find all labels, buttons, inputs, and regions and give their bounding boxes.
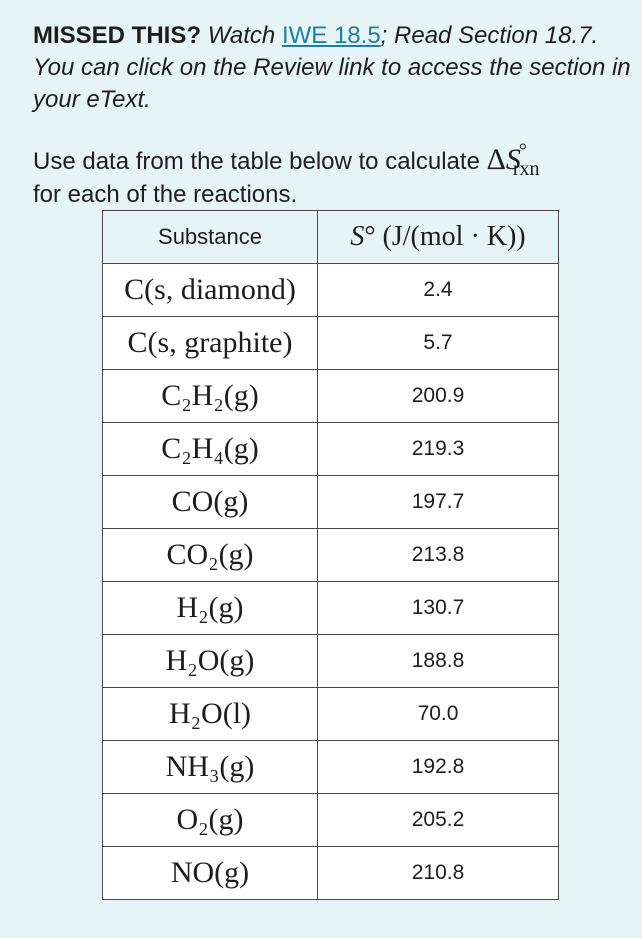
entropy-table — [102, 210, 559, 900]
table-row — [103, 688, 559, 741]
entropy-value-cell: 192.8 — [318, 741, 559, 794]
table-row — [103, 529, 559, 582]
substance-cell: O₂(g) — [103, 794, 318, 847]
entropy-letter: S — [505, 143, 521, 176]
substance-cell: C(s, graphite) — [103, 317, 318, 370]
missed-label: MISSED THIS? — [33, 22, 202, 49]
table-row — [103, 847, 559, 900]
rxn-subscript: rxn — [512, 158, 540, 180]
entropy-value-cell: 188.8 — [318, 635, 559, 688]
table-row — [103, 741, 559, 794]
table-row — [103, 582, 559, 635]
watch-text: Watch — [207, 22, 276, 49]
entropy-value-cell: 5.7 — [318, 317, 559, 370]
substance-cell: H₂(g) — [103, 582, 318, 635]
substance-cell: NO(g) — [103, 847, 318, 900]
table-body — [103, 264, 559, 900]
substance-cell: C(s, diamond) — [103, 264, 318, 317]
instruction-line-2: for each of the reactions. — [33, 181, 298, 208]
iwe-link[interactable]: IWE 18.5 — [281, 22, 381, 49]
entropy-value-cell: 213.8 — [318, 529, 559, 582]
substance-cell: H₂O(g) — [103, 635, 318, 688]
table-row — [103, 476, 559, 529]
entropy-header — [318, 211, 559, 264]
table-header-row — [103, 211, 559, 264]
substance-cell: C₂H₄(g) — [103, 423, 318, 476]
substance-cell: NH₃(g) — [103, 741, 318, 794]
entropy-value-cell: 210.8 — [318, 847, 559, 900]
entropy-value-cell: 2.4 — [318, 264, 559, 317]
entropy-value-cell: 205.2 — [318, 794, 559, 847]
entropy-value-cell: 130.7 — [318, 582, 559, 635]
entropy-header-units: ° (J/(mol · K)) — [364, 221, 526, 252]
table-row — [103, 264, 559, 317]
hint-rest-text: ; Read Section 18.7. You can click on the Review link to access the section in your eText. — [33, 22, 631, 113]
table-row — [103, 370, 559, 423]
substance-cell: CO₂(g) — [103, 529, 318, 582]
table-row — [103, 794, 559, 847]
substance-cell: C₂H₂(g) — [103, 370, 318, 423]
table-row — [103, 317, 559, 370]
substance-cell: CO(g) — [103, 476, 318, 529]
entropy-value-cell: 70.0 — [318, 688, 559, 741]
delta-symbol: Δ — [486, 143, 506, 176]
substance-cell: H₂O(l) — [103, 688, 318, 741]
substance-header: Substance — [103, 211, 318, 264]
table-row — [103, 635, 559, 688]
entropy-value-cell: 197.7 — [318, 476, 559, 529]
table-row — [103, 423, 559, 476]
entropy-header-symbol: S — [350, 221, 365, 252]
instruction — [33, 140, 633, 211]
instruction-text: Use data from the table below to calculate — [33, 148, 480, 175]
missed-this-hint — [33, 20, 633, 116]
entropy-value-cell: 219.3 — [318, 423, 559, 476]
standard-degree-mark: ° — [518, 140, 527, 162]
entropy-change-symbol — [486, 140, 540, 180]
entropy-value-cell: 200.9 — [318, 370, 559, 423]
